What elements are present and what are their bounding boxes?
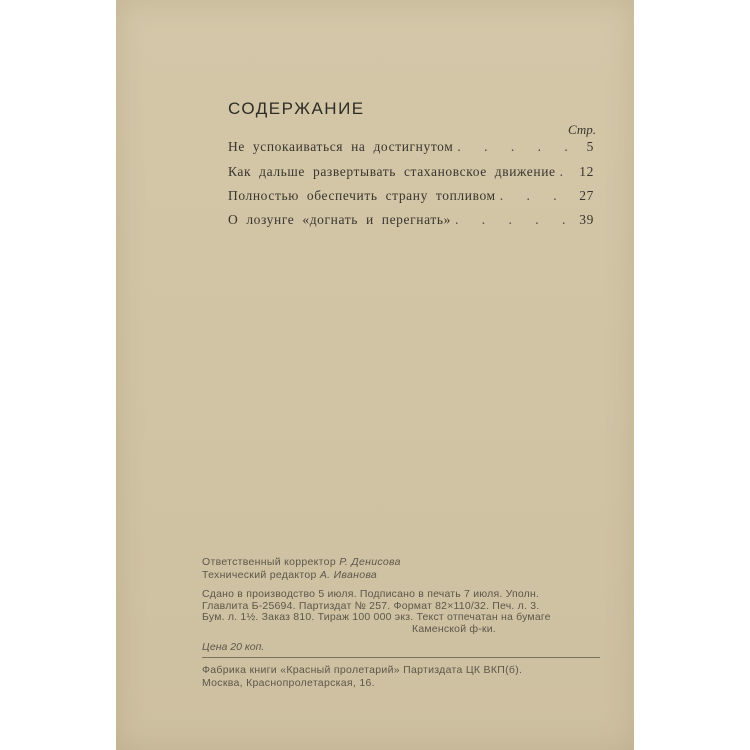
toc-entry xyxy=(228,188,594,204)
corrector-line xyxy=(202,556,401,568)
toc-entry-title: Не успокаиваться на достигнутом xyxy=(228,139,454,154)
page-column-label: Стр. xyxy=(568,122,596,137)
factory-line: Фабрика книги «Красный пролетарий» Партиздата ЦК ВКП(б). xyxy=(202,664,523,676)
editor-line xyxy=(202,569,377,581)
leader-dots xyxy=(457,139,570,155)
editor-label: Технический редактор xyxy=(202,569,317,581)
imprint-line: Бум. л. 1½. Заказ 810. Тираж 100 000 экз. Текст отпечатан на бумаге xyxy=(202,611,551,624)
corrector-name: Р. Денисова xyxy=(339,556,401,568)
printer-info xyxy=(202,664,522,690)
publication-details xyxy=(202,589,602,635)
toc-entry-title: О лозунге «догнать и перегнать» xyxy=(228,212,451,227)
toc-entry-title: Полностью обеспечить страну топливом xyxy=(228,188,496,203)
toc-entry-page: 27 xyxy=(579,188,594,203)
toc-entry xyxy=(228,164,594,180)
toc-heading: СОДЕРЖАНИЕ xyxy=(228,99,365,118)
leader-dots xyxy=(560,164,570,180)
leader-dots xyxy=(500,188,570,204)
toc-entry xyxy=(228,212,594,228)
imprint-line: Главлита Б-25694. Партиздат № 257. Формат 82×110/32. Печ. л. 3. xyxy=(202,599,540,612)
imprint-line: Каменской ф-ки. xyxy=(412,622,496,635)
price: Цена 20 коп. xyxy=(202,641,265,653)
book-page xyxy=(116,0,634,750)
corrector-label: Ответственный корректор xyxy=(202,556,336,568)
imprint-line: Сдано в производство 5 июля. Подписано в печать 7 июля. Уполн. xyxy=(202,588,540,600)
toc-entry-page: 5 xyxy=(586,139,594,154)
divider xyxy=(202,657,600,658)
toc-entry-page: 12 xyxy=(579,164,594,179)
editor-name: А. Иванова xyxy=(319,569,378,581)
factory-line: Москва, Краснопролетарская, 16. xyxy=(202,677,375,689)
leader-dots xyxy=(455,212,570,228)
toc-entry-title: Как дальше развертывать стахановское движение xyxy=(228,164,556,179)
toc-entry-page: 39 xyxy=(579,212,594,227)
toc-entry xyxy=(228,139,594,155)
